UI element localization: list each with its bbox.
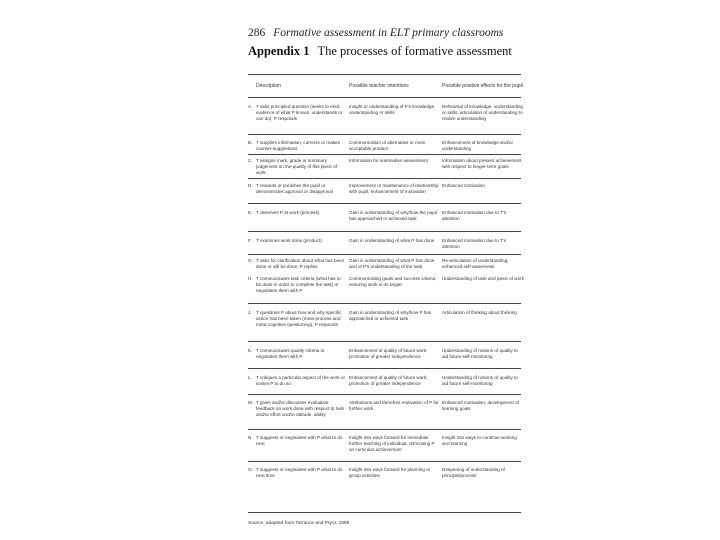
row-intentions: Information for summative assessment: [349, 158, 428, 163]
column-header-effects: Possible positive effects for the pupil: [442, 83, 523, 89]
row-effects: Rehearsal of knowledge, understanding or skills; articulation of understanding to realize understanding: [442, 104, 523, 121]
row-letter: J.: [248, 310, 252, 315]
row-effects: Insight into ways to continue working and learning: [442, 435, 517, 446]
row-effects: Understanding of task and piece of work: [442, 276, 524, 281]
row-letter: B.: [248, 140, 253, 145]
row-intentions: Improvement or maintenance of relationship with pupil; enhancement of motivation: [349, 183, 439, 194]
row-intentions: Gain in understanding of what P has done: [349, 238, 435, 243]
row-letter: O.: [248, 467, 253, 472]
row-divider: [248, 341, 521, 342]
row-divider: [248, 231, 521, 232]
row-divider: [248, 303, 521, 304]
row-intentions: Communication of alternative or more acceptable product: [349, 140, 426, 151]
row-effects: Enhanced motivation: [442, 183, 485, 188]
row-intentions: Communicating goals and success criteria; ensuring work is on target: [349, 276, 437, 287]
row-letter: E.: [248, 210, 253, 215]
row-description: T observes P at work (process): [256, 210, 320, 215]
row-divider: [248, 154, 521, 155]
running-title: Formative assessment in ELT primary classrooms: [273, 27, 504, 39]
row-letter: D.: [248, 183, 253, 188]
row-intentions: Attributions and therefore motivation of P for further work: [349, 400, 439, 411]
running-header: [248, 27, 503, 39]
row-intentions: Gain in understanding of why/how the pupil has approached or achieved task: [349, 210, 437, 221]
row-effects: Understanding of notions of quality to aid future self-monitoring: [442, 375, 518, 386]
row-divider: [248, 134, 521, 135]
row-divider: [248, 429, 521, 430]
row-description: T asks for clarification about what has been done or will be done; P replies: [256, 258, 345, 269]
row-description: T critiques a particular aspect of the work or invites P to do so: [256, 375, 346, 386]
row-description: T supplies information, corrects or makes counter-suggestions: [256, 140, 340, 151]
row-letter: H.: [248, 276, 253, 281]
row-intentions: Enhancement of quality of future work; promotion of greater independence: [349, 348, 428, 359]
row-intentions: Gain in understanding of what P has done and of P's understanding of the task: [349, 258, 435, 269]
table-bottom-rule: [248, 512, 521, 513]
row-divider: [248, 178, 521, 179]
column-header-intentions: Possible teacher intentions: [349, 83, 409, 89]
row-effects: Re-articulation of understanding; enhanced self-awareness: [442, 258, 509, 269]
row-letter: N.: [248, 435, 253, 440]
source-note: Source: adapted from Torrance and Pryor, 1998: [248, 521, 350, 526]
row-letter: F.: [248, 238, 252, 243]
row-description: T examines work done (product): [256, 238, 322, 243]
row-description: T communicates quality criteria or negotiates them with P: [256, 348, 325, 359]
row-effects: Enhanced motivation due to T's attention: [442, 238, 507, 249]
row-intentions: Enhancement of quality of future work; promotion of greater independence: [349, 375, 428, 386]
row-effects: Enhanced motivation due to T's attention: [442, 210, 507, 221]
page-number: 286: [248, 27, 266, 39]
row-effects: Enhancement of knowledge and/or understanding: [442, 140, 513, 151]
row-effects: Understanding of notions of quality to aid future self-monitoring: [442, 348, 518, 359]
row-divider: [248, 203, 521, 204]
row-divider: [248, 394, 521, 395]
row-description: T suggests or negotiates with P what to do next: [256, 435, 343, 446]
row-intentions: Insight into ways forward for immediate further teaching of individual, refocusing P on curricular achievement: [349, 435, 435, 452]
row-effects: Information about present achievement with respect to longer-term goals: [442, 158, 522, 169]
row-letter: C.: [248, 158, 253, 163]
row-description: T asks principled question (seeks to elicit evidence of what P knows, understands or can do); P responds: [256, 104, 343, 121]
row-divider: [248, 461, 521, 462]
column-header-description: Description: [256, 83, 282, 89]
row-effects: Enhanced motivation; development of learning goals: [442, 400, 519, 411]
row-divider: [248, 254, 521, 255]
row-description: T questions P about how and why specific action has been taken (meta-process and meta-cognitive questioning); P responds: [256, 310, 342, 327]
row-intentions: Gain in understanding of why/how P has approached or achieved task: [349, 310, 432, 321]
row-effects: Articulation of thinking about thinking: [442, 310, 517, 315]
header-rule: [248, 97, 521, 98]
table-top-rule: [248, 74, 521, 75]
row-description: T communicates task criteria (what has to be done in order to complete the task) or negotiates them with P: [256, 276, 341, 293]
row-letter: M.: [248, 400, 254, 405]
row-letter: A.: [248, 104, 253, 109]
row-divider: [248, 368, 521, 369]
appendix-label: Appendix 1: [248, 44, 310, 58]
row-intentions: Insight into ways forward for planning or group activities: [349, 467, 431, 478]
appendix-heading: [248, 44, 512, 59]
row-letter: L.: [248, 375, 252, 380]
row-description: T gives and/or discusses evaluative feedback on work done with respect to task and/or effort and/or attitude, ability: [256, 400, 345, 417]
row-intentions: Insight or understanding of P's knowledge, understanding or skills: [349, 104, 436, 115]
row-description: T assigns mark, grade or summary judgement on the quality of this piece of work: [256, 158, 337, 175]
row-description: T suggests or negotiates with P what to do next time: [256, 467, 343, 478]
appendix-title: The processes of formative assessment: [317, 44, 512, 58]
row-effects: Deepening of understanding of principle/process: [442, 467, 505, 478]
row-description: T rewards or punishes the pupil or demonstrates approval or disapproval: [256, 183, 333, 194]
row-letter: K.: [248, 348, 253, 353]
row-letter: G.: [248, 258, 253, 263]
